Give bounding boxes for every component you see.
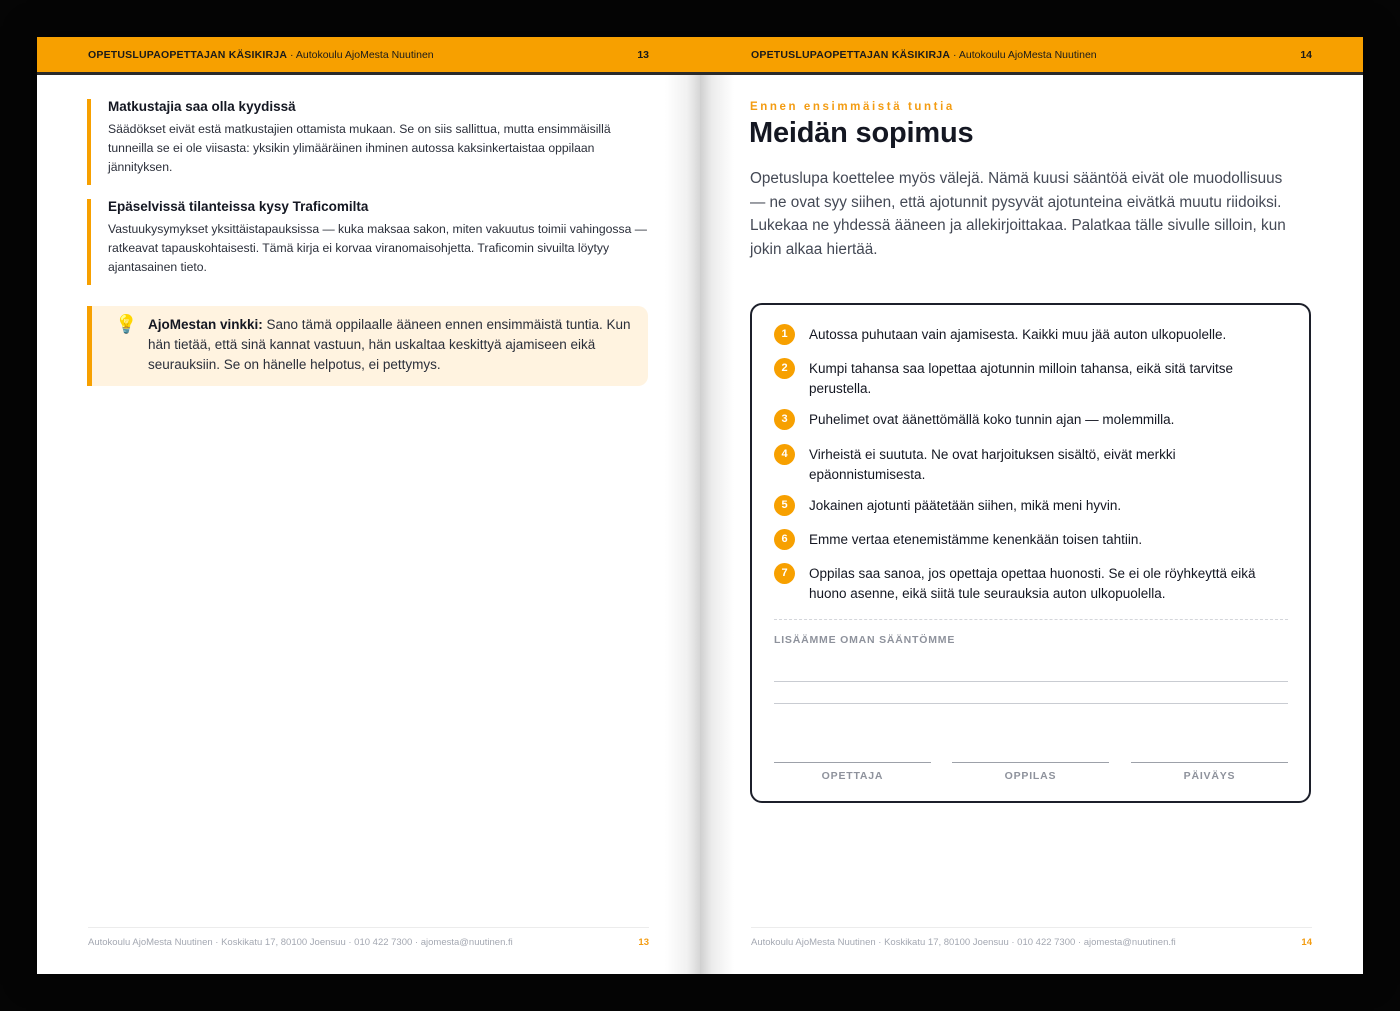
- lightbulb-icon: 💡: [115, 314, 138, 334]
- header-page-number: 13: [637, 49, 649, 61]
- section-eyebrow: Ennen ensimmäistä tuntia: [750, 101, 955, 113]
- tip-text: AjoMestan vinkki: Sano tämä oppilaalle ääneen ennen ensimmäistä tuntia. Kun hän tietää, että sinä kannat vastuun, hän uskaltaa keskittyä ajamiseen eikä seurauksiin. Se on hänelle helpotus, ei pettymys.: [148, 317, 631, 372]
- note-heading: Epäselvissä tilanteissa kysy Traficomilta: [108, 199, 369, 214]
- rule-number-badge: 2: [774, 358, 795, 379]
- note-heading: Matkustajia saa olla kyydissä: [108, 99, 296, 114]
- own-rule-write-line: [774, 681, 1288, 682]
- agreement-box: [750, 303, 1311, 803]
- header-title: OPETUSLUPAOPETTAJAN KÄSIKIRJA · Autokoulu AjoMesta Nuutinen: [88, 49, 434, 61]
- page-14: [700, 37, 1363, 974]
- own-rule-label: LISÄÄMME OMAN SÄÄNTÖMME: [774, 634, 956, 646]
- rule-text: Jokainen ajotunti päätetään siihen, mikä meni hyvin.: [809, 498, 1122, 513]
- rule-number-badge: 1: [774, 324, 795, 345]
- intro-paragraph: Opetuslupa koettelee myös välejä. Nämä kuusi sääntöä eivät ole muodollisuus — ne ovat syy siihen, että ajotunnit pysyvät ajotunteina eivätkä muutu riidoiksi. Lukekaa ne yhdessä ääneen ja allekirjoittakaa. Palatkaa tälle sivulle silloin, kun jokin alkaa hiertää.: [750, 170, 1286, 258]
- rule-number-badge: 5: [774, 495, 795, 516]
- rule-text: Oppilas saa sanoa, jos opettaja opettaa huonosti. Se ei ole röyhkeyttä eikä huono asenne, eikä siitä tule seurauksia auton ulkopuolella.: [809, 566, 1256, 601]
- footer-page-number: 13: [638, 937, 649, 948]
- note-body: Vastuukysymykset yksittäistapauksissa — kuka maksaa sakon, miten vakuutus toimii vahingossa — ratkeavat tapauskohtaisesti. Tämä kirja ei korvaa viranomaisohjetta. Traficomin sivuilta löytyy ajantasainen tieto.: [108, 222, 647, 275]
- tip-label: AjoMestan vinkki:: [148, 317, 263, 332]
- rule-text: Virheistä ei suututa. Ne ovat harjoituksen sisältö, eivät merkki epäonnistumisesta.: [809, 447, 1176, 482]
- rule-text: Autossa puhutaan vain ajamisesta. Kaikki muu jää auton ulkopuolelle.: [809, 327, 1227, 342]
- footer-page-number: 14: [1301, 937, 1312, 948]
- book-spread: [37, 37, 1363, 974]
- rule-number-badge: 4: [774, 444, 795, 465]
- signature-teacher: OPETTAJA: [774, 762, 931, 782]
- page-13: [37, 37, 700, 974]
- own-rule-write-line: [774, 703, 1288, 704]
- page-footer: [88, 927, 649, 951]
- header-page-number: 14: [1300, 49, 1312, 61]
- note-body: Säädökset eivät estä matkustajien ottamista mukaan. Se on siis sallittua, mutta ensimmäisillä tunneilla se ei ole viisasta: yksikin ylimääräinen ihminen autossa kaksinkertaistaa oppilaan jännityksen.: [108, 122, 611, 175]
- rule-text: Kumpi tahansa saa lopettaa ajotunnin milloin tahansa, eikä sitä tarvitse perustella.: [809, 361, 1234, 396]
- note-passengers: [87, 99, 647, 185]
- rule-number-badge: 3: [774, 409, 795, 430]
- header-title: OPETUSLUPAOPETTAJAN KÄSIKIRJA · Autokoulu AjoMesta Nuutinen: [751, 49, 1097, 61]
- signature-date: PÄIVÄYS: [1131, 762, 1288, 782]
- footer-address: Autokoulu AjoMesta Nuutinen · Koskikatu 17, 80100 Joensuu · 010 422 7300 · ajomesta@nuutinen.fi: [88, 937, 513, 948]
- rule-number-badge: 7: [774, 563, 795, 584]
- page-header: [37, 37, 700, 75]
- page-header: [700, 37, 1363, 75]
- footer-address: Autokoulu AjoMesta Nuutinen · Koskikatu 17, 80100 Joensuu · 010 422 7300 · ajomesta@nuutinen.fi: [751, 937, 1176, 948]
- page-title: Meidän sopimus: [749, 117, 974, 149]
- page-footer: [751, 927, 1312, 951]
- rule-number-badge: 6: [774, 529, 795, 550]
- rule-text: Emme vertaa etenemistämme kenenkään toisen tahtiin.: [809, 532, 1143, 547]
- dashed-divider: [774, 619, 1288, 620]
- note-traficom: [87, 199, 647, 285]
- signature-student: OPPILAS: [952, 762, 1109, 782]
- rule-text: Puhelimet ovat äänettömällä koko tunnin ajan — molemmilla.: [809, 412, 1175, 427]
- tip-callout: [87, 306, 648, 386]
